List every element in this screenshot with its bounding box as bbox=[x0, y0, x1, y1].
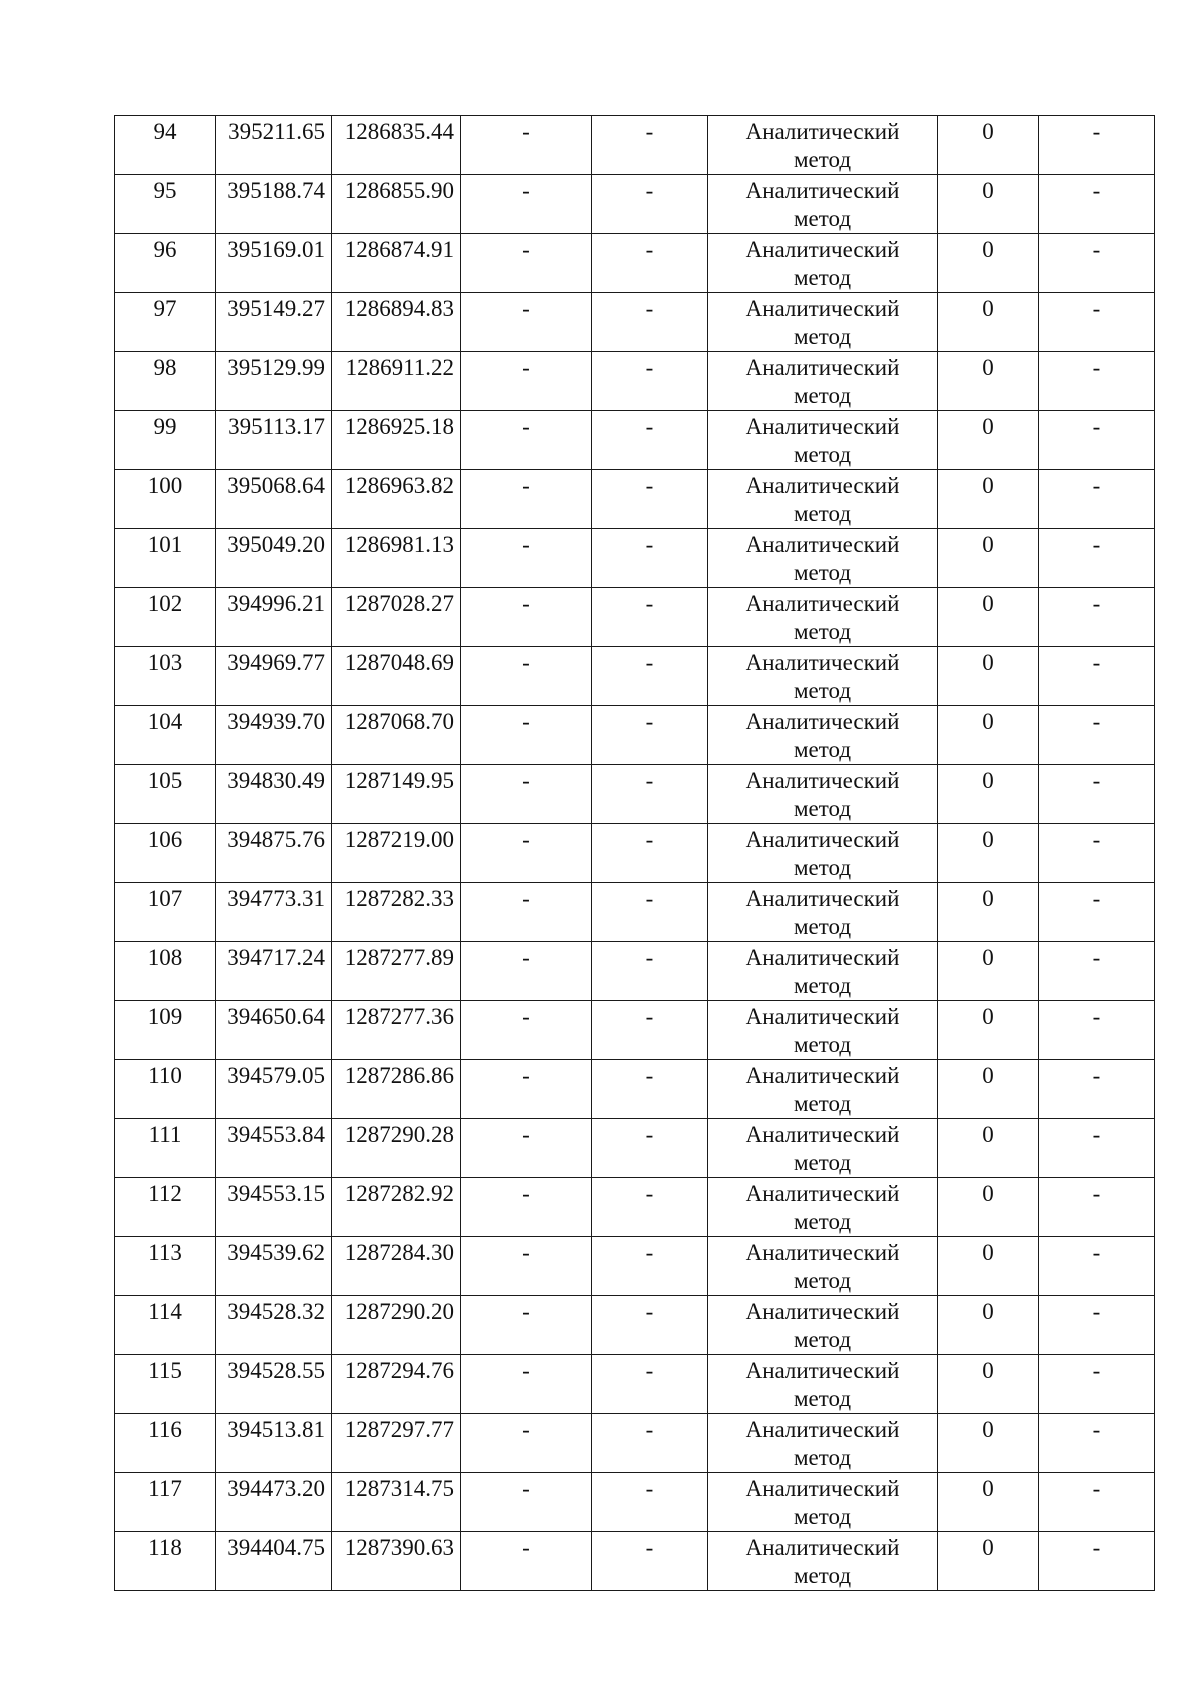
method-line-1: Аналитический bbox=[745, 1299, 900, 1324]
method-line-2: метод bbox=[793, 1386, 852, 1411]
dash-cell: - bbox=[592, 588, 708, 647]
method-cell bbox=[708, 411, 938, 470]
method-line-1: Аналитический bbox=[745, 709, 900, 734]
method-line-1: Аналитический bbox=[745, 1063, 900, 1088]
point-number-cell: 102 bbox=[115, 588, 216, 647]
method-line-2: метод bbox=[793, 796, 852, 821]
accuracy-cell: 0 bbox=[938, 647, 1039, 706]
dash-cell: - bbox=[1039, 234, 1155, 293]
x-coordinate-cell: 394553.84 bbox=[216, 1119, 332, 1178]
accuracy-cell: 0 bbox=[938, 824, 1039, 883]
y-coordinate-cell: 1287390.63 bbox=[332, 1532, 461, 1591]
y-coordinate-cell: 1287277.36 bbox=[332, 1001, 461, 1060]
dash-cell: - bbox=[1039, 175, 1155, 234]
method-line-2: метод bbox=[793, 1091, 852, 1116]
x-coordinate-cell: 394539.62 bbox=[216, 1237, 332, 1296]
x-coordinate-cell: 394404.75 bbox=[216, 1532, 332, 1591]
accuracy-cell: 0 bbox=[938, 1060, 1039, 1119]
method-line-2: метод bbox=[793, 1445, 852, 1470]
method-line-1: Аналитический bbox=[745, 414, 900, 439]
dash-cell: - bbox=[592, 942, 708, 1001]
table-row bbox=[115, 175, 1155, 234]
point-number-cell: 109 bbox=[115, 1001, 216, 1060]
y-coordinate-cell: 1287314.75 bbox=[332, 1473, 461, 1532]
dash-cell: - bbox=[1039, 765, 1155, 824]
dash-cell: - bbox=[1039, 1119, 1155, 1178]
accuracy-cell: 0 bbox=[938, 942, 1039, 1001]
y-coordinate-cell: 1287294.76 bbox=[332, 1355, 461, 1414]
accuracy-cell: 0 bbox=[938, 1532, 1039, 1591]
dash-cell: - bbox=[592, 1237, 708, 1296]
dash-cell: - bbox=[461, 765, 592, 824]
dash-cell: - bbox=[461, 411, 592, 470]
method-line-1: Аналитический bbox=[745, 119, 900, 144]
accuracy-cell: 0 bbox=[938, 470, 1039, 529]
method-cell bbox=[708, 1001, 938, 1060]
dash-cell: - bbox=[592, 647, 708, 706]
dash-cell: - bbox=[1039, 588, 1155, 647]
dash-cell: - bbox=[461, 1001, 592, 1060]
y-coordinate-cell: 1287219.00 bbox=[332, 824, 461, 883]
dash-cell: - bbox=[461, 1355, 592, 1414]
dash-cell: - bbox=[461, 234, 592, 293]
dash-cell: - bbox=[592, 1532, 708, 1591]
point-number-cell: 117 bbox=[115, 1473, 216, 1532]
table-row bbox=[115, 1355, 1155, 1414]
accuracy-cell: 0 bbox=[938, 1296, 1039, 1355]
x-coordinate-cell: 395068.64 bbox=[216, 470, 332, 529]
dash-cell: - bbox=[1039, 116, 1155, 175]
y-coordinate-cell: 1287068.70 bbox=[332, 706, 461, 765]
y-coordinate-cell: 1287282.33 bbox=[332, 883, 461, 942]
method-cell bbox=[708, 175, 938, 234]
table-row bbox=[115, 1414, 1155, 1473]
table-row bbox=[115, 1473, 1155, 1532]
method-line-2: метод bbox=[793, 1032, 852, 1057]
dash-cell: - bbox=[592, 1060, 708, 1119]
method-line-1: Аналитический bbox=[745, 1476, 900, 1501]
table-row bbox=[115, 647, 1155, 706]
method-line-1: Аналитический bbox=[745, 178, 900, 203]
x-coordinate-cell: 395129.99 bbox=[216, 352, 332, 411]
dash-cell: - bbox=[592, 529, 708, 588]
dash-cell: - bbox=[461, 352, 592, 411]
x-coordinate-cell: 394717.24 bbox=[216, 942, 332, 1001]
accuracy-cell: 0 bbox=[938, 529, 1039, 588]
x-coordinate-cell: 395049.20 bbox=[216, 529, 332, 588]
y-coordinate-cell: 1287277.89 bbox=[332, 942, 461, 1001]
dash-cell: - bbox=[1039, 411, 1155, 470]
x-coordinate-cell: 394528.55 bbox=[216, 1355, 332, 1414]
method-line-2: метод bbox=[793, 324, 852, 349]
method-line-1: Аналитический bbox=[745, 768, 900, 793]
accuracy-cell: 0 bbox=[938, 175, 1039, 234]
method-line-2: метод bbox=[793, 265, 852, 290]
dash-cell: - bbox=[592, 824, 708, 883]
method-cell bbox=[708, 588, 938, 647]
point-number-cell: 105 bbox=[115, 765, 216, 824]
dash-cell: - bbox=[461, 1473, 592, 1532]
dash-cell: - bbox=[1039, 1178, 1155, 1237]
method-line-2: метод bbox=[793, 206, 852, 231]
dash-cell: - bbox=[1039, 824, 1155, 883]
accuracy-cell: 0 bbox=[938, 116, 1039, 175]
x-coordinate-cell: 395188.74 bbox=[216, 175, 332, 234]
dash-cell: - bbox=[592, 706, 708, 765]
accuracy-cell: 0 bbox=[938, 352, 1039, 411]
dash-cell: - bbox=[461, 470, 592, 529]
method-line-1: Аналитический bbox=[745, 532, 900, 557]
y-coordinate-cell: 1286925.18 bbox=[332, 411, 461, 470]
x-coordinate-cell: 394939.70 bbox=[216, 706, 332, 765]
method-line-1: Аналитический bbox=[745, 473, 900, 498]
method-line-1: Аналитический bbox=[745, 1181, 900, 1206]
y-coordinate-cell: 1287290.20 bbox=[332, 1296, 461, 1355]
table-row bbox=[115, 352, 1155, 411]
method-line-2: метод bbox=[793, 1504, 852, 1529]
method-line-1: Аналитический bbox=[745, 1535, 900, 1560]
accuracy-cell: 0 bbox=[938, 706, 1039, 765]
dash-cell: - bbox=[461, 1060, 592, 1119]
point-number-cell: 95 bbox=[115, 175, 216, 234]
dash-cell: - bbox=[592, 234, 708, 293]
table-body bbox=[115, 116, 1155, 1591]
method-line-2: метод bbox=[793, 1150, 852, 1175]
dash-cell: - bbox=[461, 1119, 592, 1178]
dash-cell: - bbox=[1039, 470, 1155, 529]
method-line-2: метод bbox=[793, 855, 852, 880]
dash-cell: - bbox=[461, 588, 592, 647]
accuracy-cell: 0 bbox=[938, 1178, 1039, 1237]
accuracy-cell: 0 bbox=[938, 1001, 1039, 1060]
method-line-2: метод bbox=[793, 973, 852, 998]
table-row bbox=[115, 1532, 1155, 1591]
method-line-1: Аналитический bbox=[745, 945, 900, 970]
table-row bbox=[115, 1001, 1155, 1060]
dash-cell: - bbox=[1039, 883, 1155, 942]
point-number-cell: 107 bbox=[115, 883, 216, 942]
point-number-cell: 106 bbox=[115, 824, 216, 883]
point-number-cell: 97 bbox=[115, 293, 216, 352]
method-cell bbox=[708, 1060, 938, 1119]
method-line-1: Аналитический bbox=[745, 1004, 900, 1029]
method-line-2: метод bbox=[793, 1209, 852, 1234]
dash-cell: - bbox=[1039, 647, 1155, 706]
y-coordinate-cell: 1287149.95 bbox=[332, 765, 461, 824]
method-line-2: метод bbox=[793, 1327, 852, 1352]
y-coordinate-cell: 1286874.91 bbox=[332, 234, 461, 293]
method-cell bbox=[708, 706, 938, 765]
accuracy-cell: 0 bbox=[938, 883, 1039, 942]
method-line-1: Аналитический bbox=[745, 650, 900, 675]
y-coordinate-cell: 1287028.27 bbox=[332, 588, 461, 647]
method-line-1: Аналитический bbox=[745, 1417, 900, 1442]
method-line-2: метод bbox=[793, 619, 852, 644]
dash-cell: - bbox=[592, 1296, 708, 1355]
y-coordinate-cell: 1287297.77 bbox=[332, 1414, 461, 1473]
method-line-2: метод bbox=[793, 914, 852, 939]
x-coordinate-cell: 394773.31 bbox=[216, 883, 332, 942]
dash-cell: - bbox=[1039, 1296, 1155, 1355]
method-cell bbox=[708, 647, 938, 706]
x-coordinate-cell: 394473.20 bbox=[216, 1473, 332, 1532]
x-coordinate-cell: 394875.76 bbox=[216, 824, 332, 883]
method-line-1: Аналитический bbox=[745, 355, 900, 380]
accuracy-cell: 0 bbox=[938, 234, 1039, 293]
method-line-1: Аналитический bbox=[745, 237, 900, 262]
dash-cell: - bbox=[461, 1296, 592, 1355]
dash-cell: - bbox=[461, 706, 592, 765]
method-line-2: метод bbox=[793, 501, 852, 526]
method-cell bbox=[708, 765, 938, 824]
accuracy-cell: 0 bbox=[938, 765, 1039, 824]
accuracy-cell: 0 bbox=[938, 588, 1039, 647]
point-number-cell: 96 bbox=[115, 234, 216, 293]
dash-cell: - bbox=[1039, 352, 1155, 411]
table-row bbox=[115, 529, 1155, 588]
table-row bbox=[115, 116, 1155, 175]
dash-cell: - bbox=[461, 942, 592, 1001]
dash-cell: - bbox=[461, 116, 592, 175]
method-line-2: метод bbox=[793, 737, 852, 762]
method-cell bbox=[708, 1532, 938, 1591]
point-number-cell: 110 bbox=[115, 1060, 216, 1119]
dash-cell: - bbox=[592, 352, 708, 411]
accuracy-cell: 0 bbox=[938, 1119, 1039, 1178]
method-cell bbox=[708, 1296, 938, 1355]
method-line-1: Аналитический bbox=[745, 1122, 900, 1147]
method-cell bbox=[708, 883, 938, 942]
table-row bbox=[115, 1178, 1155, 1237]
point-number-cell: 100 bbox=[115, 470, 216, 529]
method-line-1: Аналитический bbox=[745, 1240, 900, 1265]
table-row bbox=[115, 706, 1155, 765]
dash-cell: - bbox=[592, 175, 708, 234]
x-coordinate-cell: 394553.15 bbox=[216, 1178, 332, 1237]
table-row bbox=[115, 588, 1155, 647]
dash-cell: - bbox=[592, 1001, 708, 1060]
y-coordinate-cell: 1286981.13 bbox=[332, 529, 461, 588]
y-coordinate-cell: 1286835.44 bbox=[332, 116, 461, 175]
y-coordinate-cell: 1286894.83 bbox=[332, 293, 461, 352]
method-cell bbox=[708, 234, 938, 293]
point-number-cell: 99 bbox=[115, 411, 216, 470]
point-number-cell: 94 bbox=[115, 116, 216, 175]
accuracy-cell: 0 bbox=[938, 1473, 1039, 1532]
table-row bbox=[115, 234, 1155, 293]
dash-cell: - bbox=[592, 1178, 708, 1237]
dash-cell: - bbox=[1039, 706, 1155, 765]
x-coordinate-cell: 395211.65 bbox=[216, 116, 332, 175]
x-coordinate-cell: 394969.77 bbox=[216, 647, 332, 706]
point-number-cell: 116 bbox=[115, 1414, 216, 1473]
table-row bbox=[115, 1237, 1155, 1296]
method-line-2: метод bbox=[793, 1268, 852, 1293]
point-number-cell: 101 bbox=[115, 529, 216, 588]
point-number-cell: 112 bbox=[115, 1178, 216, 1237]
table-row bbox=[115, 411, 1155, 470]
accuracy-cell: 0 bbox=[938, 411, 1039, 470]
table-row bbox=[115, 1296, 1155, 1355]
method-line-2: метод bbox=[793, 1563, 852, 1588]
y-coordinate-cell: 1286963.82 bbox=[332, 470, 461, 529]
x-coordinate-cell: 394513.81 bbox=[216, 1414, 332, 1473]
point-number-cell: 103 bbox=[115, 647, 216, 706]
accuracy-cell: 0 bbox=[938, 1355, 1039, 1414]
dash-cell: - bbox=[461, 529, 592, 588]
point-number-cell: 115 bbox=[115, 1355, 216, 1414]
method-cell bbox=[708, 1178, 938, 1237]
x-coordinate-cell: 394830.49 bbox=[216, 765, 332, 824]
y-coordinate-cell: 1286855.90 bbox=[332, 175, 461, 234]
x-coordinate-cell: 394650.64 bbox=[216, 1001, 332, 1060]
point-number-cell: 114 bbox=[115, 1296, 216, 1355]
dash-cell: - bbox=[1039, 1355, 1155, 1414]
y-coordinate-cell: 1287286.86 bbox=[332, 1060, 461, 1119]
method-cell bbox=[708, 529, 938, 588]
x-coordinate-cell: 394996.21 bbox=[216, 588, 332, 647]
dash-cell: - bbox=[592, 1473, 708, 1532]
point-number-cell: 98 bbox=[115, 352, 216, 411]
dash-cell: - bbox=[592, 1355, 708, 1414]
method-cell bbox=[708, 1414, 938, 1473]
method-cell bbox=[708, 1119, 938, 1178]
method-cell bbox=[708, 470, 938, 529]
x-coordinate-cell: 394579.05 bbox=[216, 1060, 332, 1119]
point-number-cell: 118 bbox=[115, 1532, 216, 1591]
method-cell bbox=[708, 1355, 938, 1414]
dash-cell: - bbox=[461, 1532, 592, 1591]
method-cell bbox=[708, 293, 938, 352]
dash-cell: - bbox=[592, 883, 708, 942]
x-coordinate-cell: 395169.01 bbox=[216, 234, 332, 293]
method-cell bbox=[708, 1473, 938, 1532]
dash-cell: - bbox=[592, 470, 708, 529]
table-row bbox=[115, 470, 1155, 529]
method-cell bbox=[708, 824, 938, 883]
method-cell bbox=[708, 1237, 938, 1296]
dash-cell: - bbox=[1039, 942, 1155, 1001]
table-row bbox=[115, 1060, 1155, 1119]
dash-cell: - bbox=[461, 647, 592, 706]
y-coordinate-cell: 1286911.22 bbox=[332, 352, 461, 411]
method-line-2: метод bbox=[793, 560, 852, 585]
method-line-2: метод bbox=[793, 442, 852, 467]
dash-cell: - bbox=[1039, 1473, 1155, 1532]
coordinates-table bbox=[114, 115, 1155, 1591]
dash-cell: - bbox=[461, 293, 592, 352]
y-coordinate-cell: 1287290.28 bbox=[332, 1119, 461, 1178]
dash-cell: - bbox=[592, 293, 708, 352]
dash-cell: - bbox=[592, 1414, 708, 1473]
point-number-cell: 113 bbox=[115, 1237, 216, 1296]
accuracy-cell: 0 bbox=[938, 1414, 1039, 1473]
table-row bbox=[115, 824, 1155, 883]
dash-cell: - bbox=[1039, 1001, 1155, 1060]
table-row bbox=[115, 942, 1155, 1001]
table-row bbox=[115, 1119, 1155, 1178]
method-line-1: Аналитический bbox=[745, 591, 900, 616]
y-coordinate-cell: 1287284.30 bbox=[332, 1237, 461, 1296]
y-coordinate-cell: 1287048.69 bbox=[332, 647, 461, 706]
method-line-2: метод bbox=[793, 147, 852, 172]
method-cell bbox=[708, 942, 938, 1001]
table-row bbox=[115, 765, 1155, 824]
point-number-cell: 104 bbox=[115, 706, 216, 765]
accuracy-cell: 0 bbox=[938, 1237, 1039, 1296]
dash-cell: - bbox=[461, 1178, 592, 1237]
x-coordinate-cell: 395149.27 bbox=[216, 293, 332, 352]
dash-cell: - bbox=[592, 411, 708, 470]
dash-cell: - bbox=[461, 175, 592, 234]
point-number-cell: 108 bbox=[115, 942, 216, 1001]
accuracy-cell: 0 bbox=[938, 293, 1039, 352]
method-line-1: Аналитический bbox=[745, 296, 900, 321]
table-row bbox=[115, 293, 1155, 352]
dash-cell: - bbox=[1039, 1532, 1155, 1591]
table-row bbox=[115, 883, 1155, 942]
dash-cell: - bbox=[1039, 1060, 1155, 1119]
dash-cell: - bbox=[1039, 1414, 1155, 1473]
dash-cell: - bbox=[1039, 293, 1155, 352]
x-coordinate-cell: 394528.32 bbox=[216, 1296, 332, 1355]
y-coordinate-cell: 1287282.92 bbox=[332, 1178, 461, 1237]
dash-cell: - bbox=[461, 883, 592, 942]
method-line-2: метод bbox=[793, 678, 852, 703]
dash-cell: - bbox=[461, 824, 592, 883]
dash-cell: - bbox=[1039, 1237, 1155, 1296]
method-cell bbox=[708, 352, 938, 411]
dash-cell: - bbox=[461, 1237, 592, 1296]
dash-cell: - bbox=[592, 1119, 708, 1178]
method-line-2: метод bbox=[793, 383, 852, 408]
dash-cell: - bbox=[592, 116, 708, 175]
x-coordinate-cell: 395113.17 bbox=[216, 411, 332, 470]
dash-cell: - bbox=[592, 765, 708, 824]
method-line-1: Аналитический bbox=[745, 827, 900, 852]
dash-cell: - bbox=[461, 1414, 592, 1473]
method-line-1: Аналитический bbox=[745, 886, 900, 911]
method-cell bbox=[708, 116, 938, 175]
point-number-cell: 111 bbox=[115, 1119, 216, 1178]
method-line-1: Аналитический bbox=[745, 1358, 900, 1383]
dash-cell: - bbox=[1039, 529, 1155, 588]
